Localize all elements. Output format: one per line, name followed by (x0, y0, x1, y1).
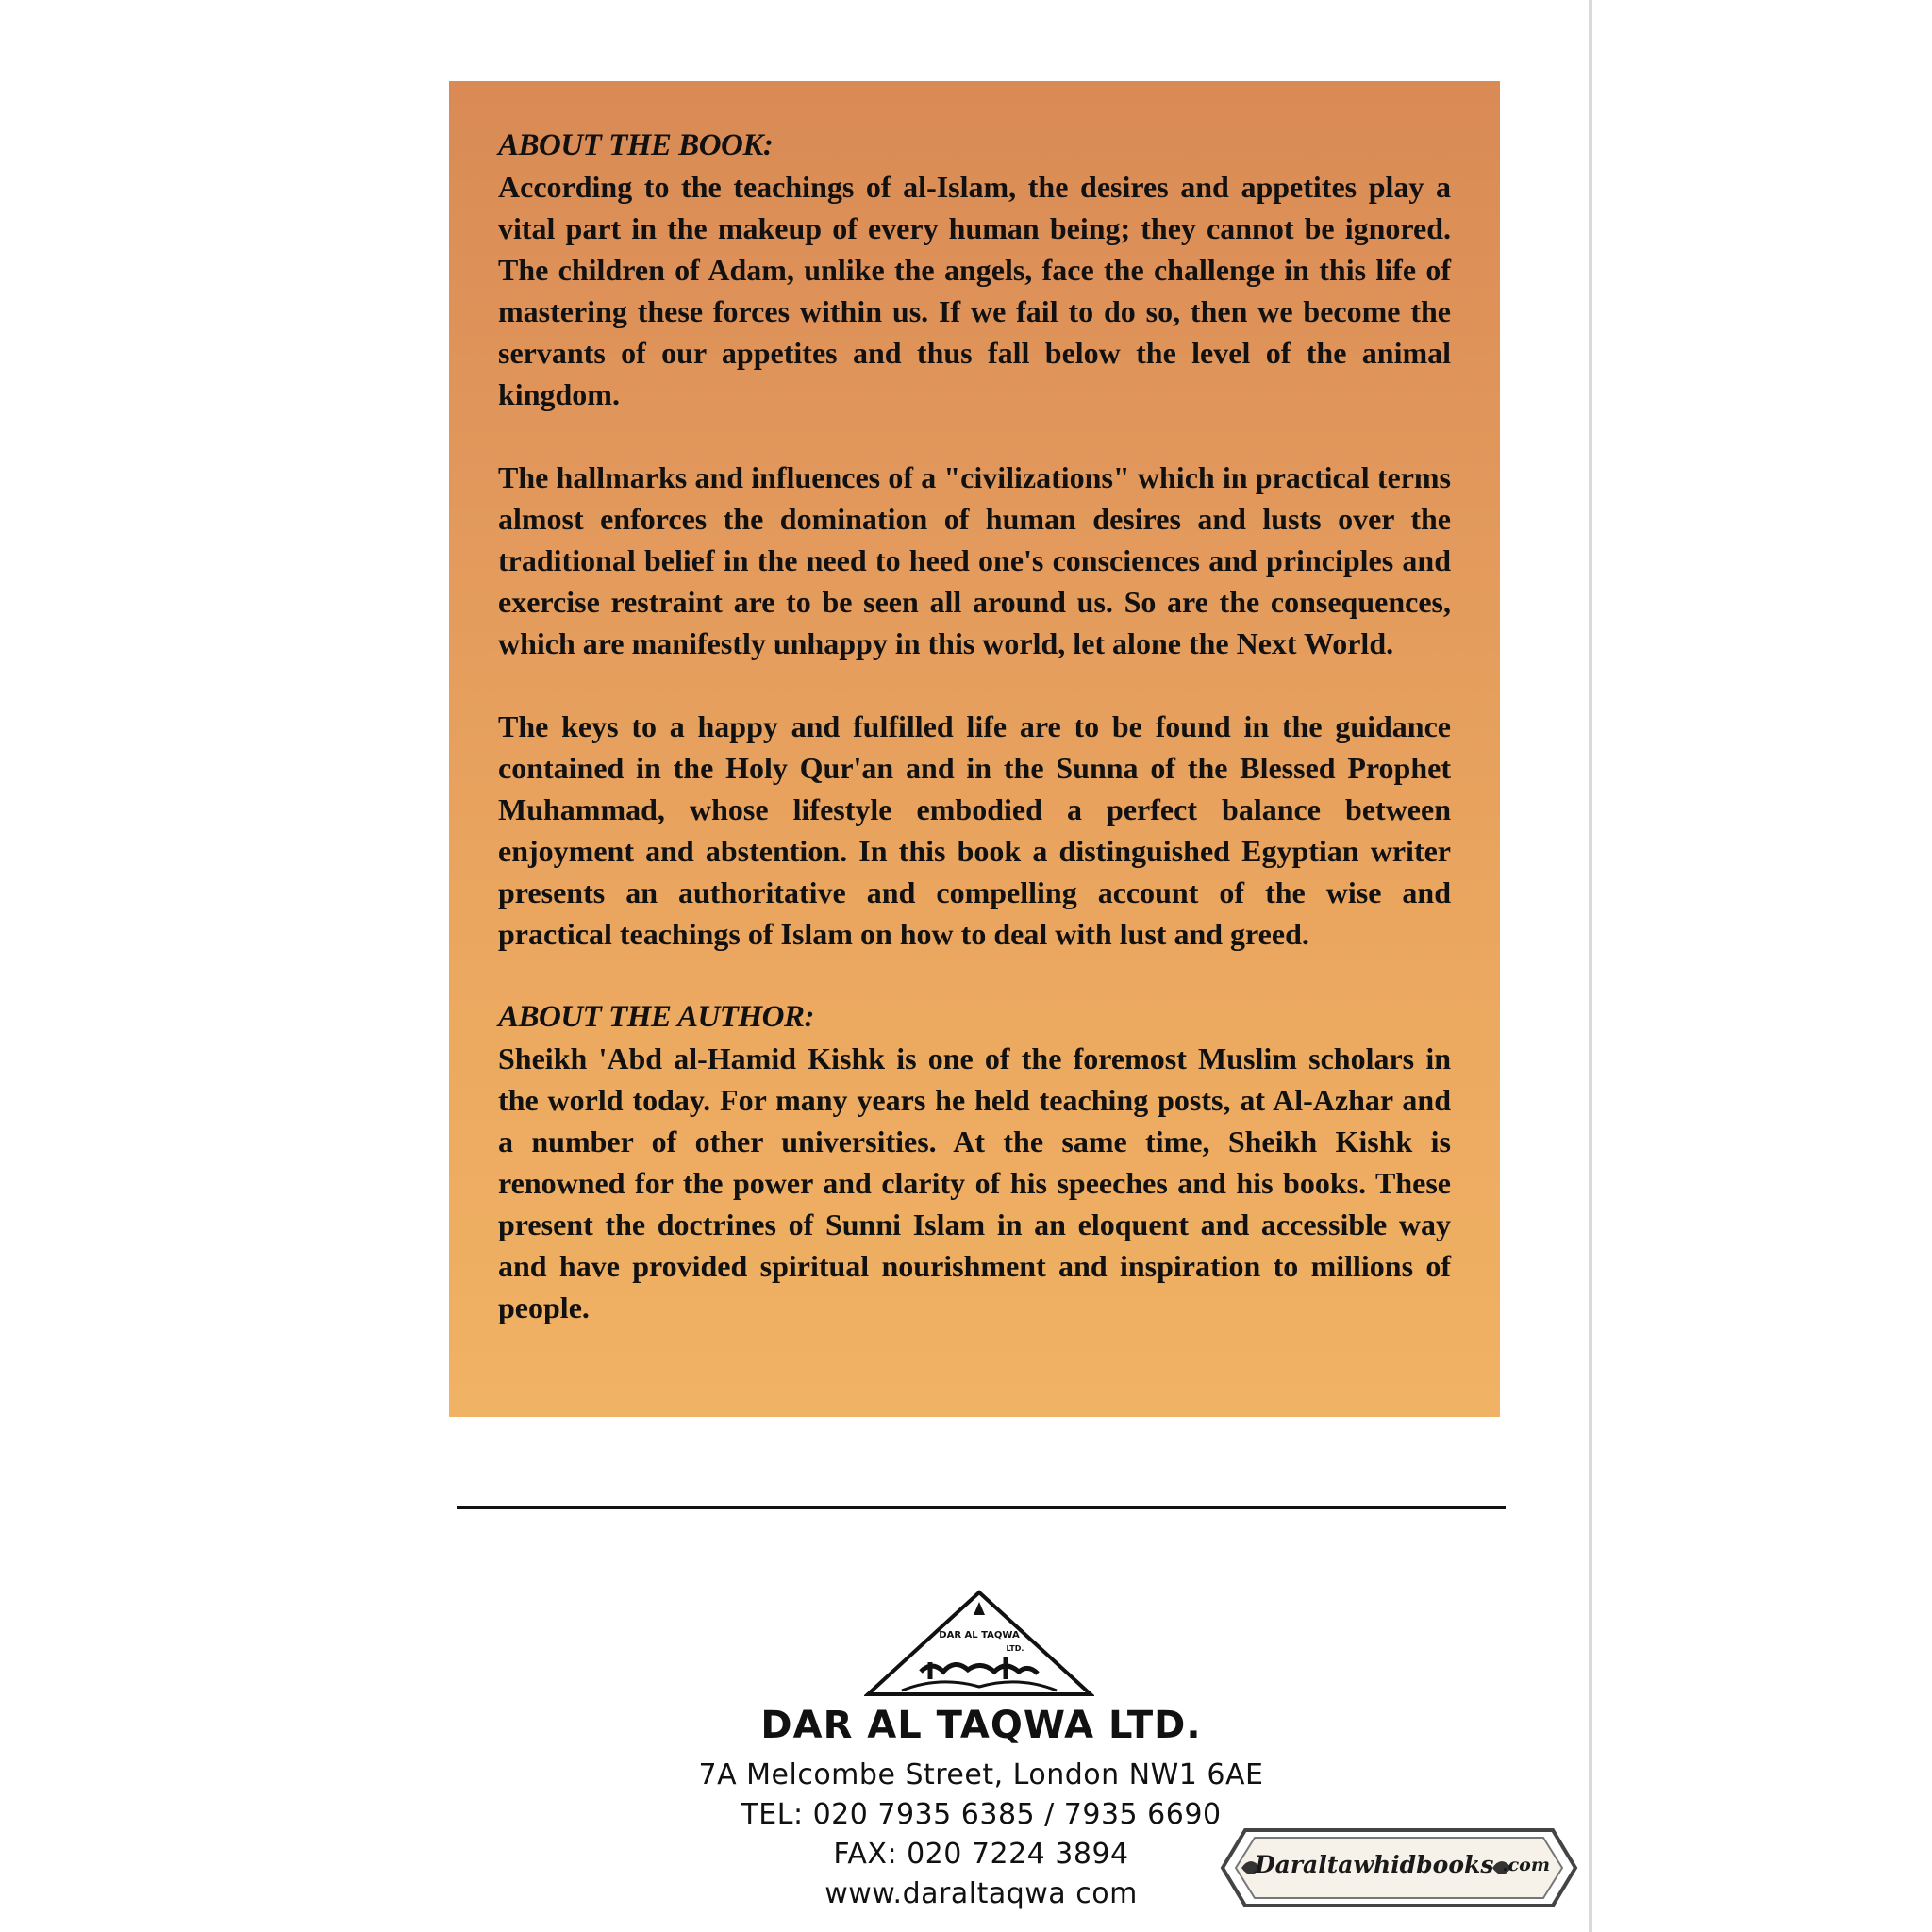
logo-name-text: DAR AL TAQWA (939, 1630, 1020, 1641)
publisher-address: 7A Melcombe Street, London NW1 6AE (698, 1758, 1264, 1791)
cover-margin (1592, 0, 1932, 1932)
publisher-name: DAR AL TAQWA LTD. (760, 1704, 1202, 1747)
about-book-paragraph-3: The keys to a happy and fulfilled life are to be found in the guidance contained in the Holy Qur'an and in the Sunna of the Blessed Prophet Muhammad, whose lifestyle embodied a perfect balance between enjoyment and abstention. In this book a distinguished Egyptian writer presents an authoritative and compelling account of the wise and practical teachings of Islam on how to deal with lust and greed. (498, 709, 1451, 951)
publisher-telephone: TEL: 020 7935 6385 / 7935 6690 (741, 1798, 1222, 1831)
watermark-suffix: .com (1502, 1855, 1550, 1875)
publisher-fax: FAX: 020 7224 3894 (833, 1838, 1129, 1871)
about-book-paragraph-2: The hallmarks and influences of a "civilizations" which in practical terms almost enforces the domination of human desires and lusts over the traditional belief in the need to heed one's consciences and principles and exercise restraint are to be seen all around us. So are the consequences, which are manifestly unhappy in this world, let alone the Next World. (498, 460, 1451, 660)
about-author-heading: ABOUT THE AUTHOR: (498, 1000, 814, 1034)
about-author-paragraph: Sheikh 'Abd al-Hamid Kishk is one of the foremost Muslim scholars in the world today. For many years he held teaching posts, at Al-Azhar and a number of other universities. At the same time, Sheikh Kishk is renowned for the power and clarity of his speeches and his books. These present the doctrines of Sunni Islam in an eloquent and accessible way and have provided spiritual nourishment and inspiration to millions of people. (498, 1041, 1451, 1324)
watermark-text: Daraltawhidbooks (1255, 1851, 1494, 1878)
publisher-logo (864, 1589, 1094, 1700)
logo-ltd-text: LTD. (1006, 1644, 1024, 1653)
about-book-heading: ABOUT THE BOOK: (498, 128, 774, 162)
publisher-website: www.daraltaqwa com (824, 1877, 1138, 1910)
about-book-paragraph-1: According to the teachings of al-Islam, the desires and appetites play a vital part in the makeup of every human being; they cannot be ignored. The children of Adam, unlike the angels, face the challenge in this life of mastering these forces within us. If we fail to do so, then we become the servants of our appetites and thus fall below the level of the animal kingdom. (498, 170, 1451, 411)
description-panel (449, 81, 1500, 1417)
divider-rule (457, 1506, 1506, 1509)
